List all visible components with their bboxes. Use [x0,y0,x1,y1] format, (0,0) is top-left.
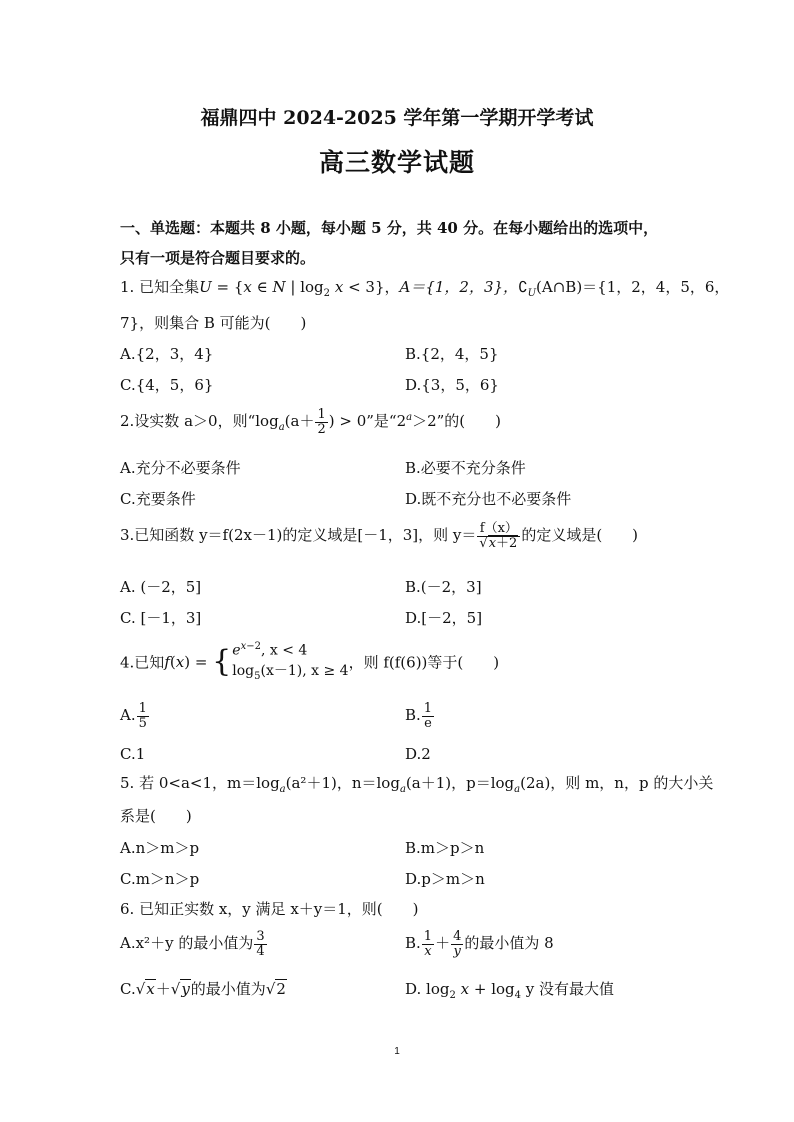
q6-option-b: B. $\frac{1}{x}$ ＋ $\frac{4}{y}$ 的最小值为 8 [405,929,554,959]
q3-option-b: B.(－2，3] [405,578,482,596]
paper-title: 高三数学试题 [318,148,475,177]
q3-option-a: A. (－2，5] [120,578,202,596]
question-5-stem: 5. 若 0<a<1，$m=\log_a(a^2+1)$，$n=\log_a(a+1)$，$p=\log_a(2a)$，则 m，n，p 的大小关 [120,774,714,795]
q1-option-a: A.{2，3，4} [120,345,214,363]
question-4-stem: 4.已知f(x) = { $e^{x-2}$, x < 4 $\log_5(x-1)$, x ≥ 4 ，则 f(f(6))等于( ) [120,641,500,682]
q5-option-a: A.n＞m＞p [120,839,200,857]
q6-option-a: A.x²＋y 的最小值为 $\frac{3}{4}$ [120,929,265,959]
q3-option-d: D.[－2，5] [405,609,483,627]
q5-option-d: D.p＞m＞n [405,870,485,888]
q1-option-d: D.{3，5，6} [405,376,499,394]
school-exam-title: 福鼎四中 2024-2025 学年第一学期开学考试 [200,107,594,129]
q2-option-d: D.既不充分也不必要条件 [405,490,572,508]
question-2-stem: 2.设实数 a＞0，则“$\log_a(a+$ $\frac{1}{2}$ ) > 0”是“$2^a>2$”的( ) [120,407,502,437]
q1-option-b: B.{2，4，5} [405,345,499,363]
q4-option-a: A. $\frac{1}{5}$ [120,701,147,731]
q5-option-c: C.m＞n＞p [120,870,200,888]
page-number: 1 [394,1046,400,1057]
q1-option-c: C.{4，5，6} [120,376,214,394]
section-heading-line2: 只有一项是符合题目要求的。 [120,249,316,267]
q2-option-b: B.必要不充分条件 [405,459,526,477]
question-1-stem-line2: 7}，则集合 B 可能为( ) [120,314,307,332]
q2-option-a: A.充分不必要条件 [120,459,241,477]
q2-option-c: C.充要条件 [120,490,196,508]
question-1-stem: 1. 已知全集U = {x ∈ N | $\log_2 x < 3$}，A＝{1，2，3}，$∁_U(A\cap B)=\{1$，2，4，5，6， [120,278,730,299]
q4-option-b: B. $\frac{1}{e}$ [405,701,433,731]
q6-option-d: D. $\log_2 x + \log_4 y$ 没有最大值 [405,980,615,1001]
q4-option-d: D.2 [405,745,431,763]
q3-option-c: C. [－1，3] [120,609,202,627]
q4-option-c: C.1 [120,745,146,763]
q6-option-c: C.√x＋√y的最小值为√2 [120,980,286,998]
question-5-stem-line2: 系是( ) [120,807,192,825]
question-3-stem: 3.已知函数 y＝f(2x－1)的定义域是[－1，3]，则 y＝ $\frac{f(x)}{√x+2}$ 的定义域是( ) [120,521,639,551]
section-heading-line1: 一、单选题：本题共 8 小题，每小题 5 分，共 40 分。在每小题给出的选项中， [120,219,659,237]
q5-option-b: B.m＞p＞n [405,839,485,857]
question-6-stem: 6. 已知正实数 x，y 满足 x＋y＝1，则( ) [120,900,419,918]
